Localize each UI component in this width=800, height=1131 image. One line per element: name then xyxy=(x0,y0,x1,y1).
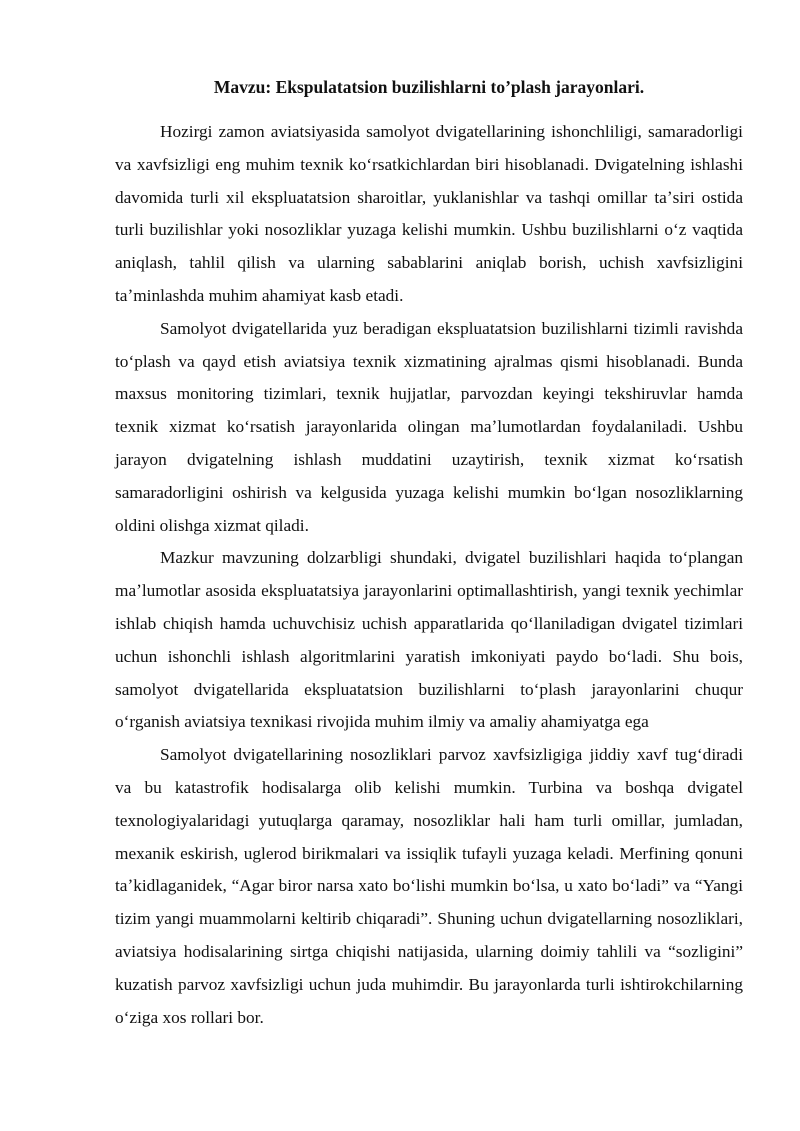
document-title: Mavzu: Ekspulatatsion buzilishlarni to’plash jarayonlari. xyxy=(213,77,645,97)
paragraph-collection: Samolyot dvigatellarida yuz beradigan ekspluatatsion buzilishlarni tizimli ravishda toʻplash va qayd etish aviatsiya texnik xizmatining ajralmas qismi hisoblanadi. Bunda maxsus monitoring tizimlari, texnik hujjatlar, parvozdan keyingi tekshiruvlar hamda texnik xizmat koʻrsatish jarayonlarida olingan maʼlumotlardan foydalaniladi. Ushbu jarayon dvigatelning ishlash muddatini uzaytirish, texnik xizmat koʻrsatish samaradorligini oshirish va kelgusida yuzaga kelishi mumkin boʻlgan nosozliklarning oldini olishga xizmat qiladi. xyxy=(115,318,743,535)
paragraph-relevance: Mazkur mavzuning dolzarbligi shundaki, dvigatel buzilishlari haqida toʻplangan maʼlumotlar asosida ekspluatatsiya jarayonlarini optimallashtirish, yangi texnik yechimlar ishlab chiqish hamda uchuvchisiz uchish apparatlarida qoʻllaniladigan dvigatel tizimlari uchun ishonchli ishlash algoritmlarini yaratish imkoniyati paydo boʻladi. Shu bois, samolyot dvigatellarida ekspluatatsion buzilishlarni toʻplash jarayonlarini chuqur oʻrganish aviatsiya texnikasi rivojida muhim ilmiy va amaliy ahamiyatga ega xyxy=(115,548,743,732)
paragraph-failures: Samolyot dvigatellarining nosozliklari parvoz xavfsizligiga jiddiy xavf tugʻdiradi va bu katastrofik hodisalarga olib kelishi mumkin. Turbina va boshqa dvigatel texnologiyalaridagi yutuqlarga qaramay, nosozliklar hali ham turli omillar, jumladan, mexanik eskirish, uglerod birikmalari va issiqlik tufayli yuzaga keladi. Merfining qonuni taʼkidlaganidek, “Agar biror narsa xato boʻlishi mumkin boʻlsa, u xato boʻladi” va “Yangi tizim yangi muammolarni keltirib chiqaradi”. Shuning uchun dvigatellarning nosozliklari, aviatsiya hodisalarining sirtga chiqishi natijasida, ularning doimiy tahlili va “sozligini” kuzatish parvoz xavfsizligi uchun juda muhimdir. Bu jarayonlarda turli ishtirokchilarning oʻziga xos rollari bor. xyxy=(115,745,743,1027)
paragraph-intro: Hozirgi zamon aviatsiyasida samolyot dvigatellarining ishonchliligi, samaradorligi va xavfsizligi eng muhim texnik koʻrsatkichlardan biri hisoblanadi. Dvigatelning ishlashi davomida turli xil ekspluatatsion sharoitlar, yuklanishlar va tashqi omillar taʼsiri ostida turli buzilishlar yoki nosozliklar yuzaga kelishi mumkin. Ushbu buzilishlarni oʻz vaqtida aniqlash, tahlil qilish va ularning sabablarini aniqlab borish, uchish xavfsizligini taʼminlashda muhim ahamiyat kasb etadi. xyxy=(115,122,743,305)
